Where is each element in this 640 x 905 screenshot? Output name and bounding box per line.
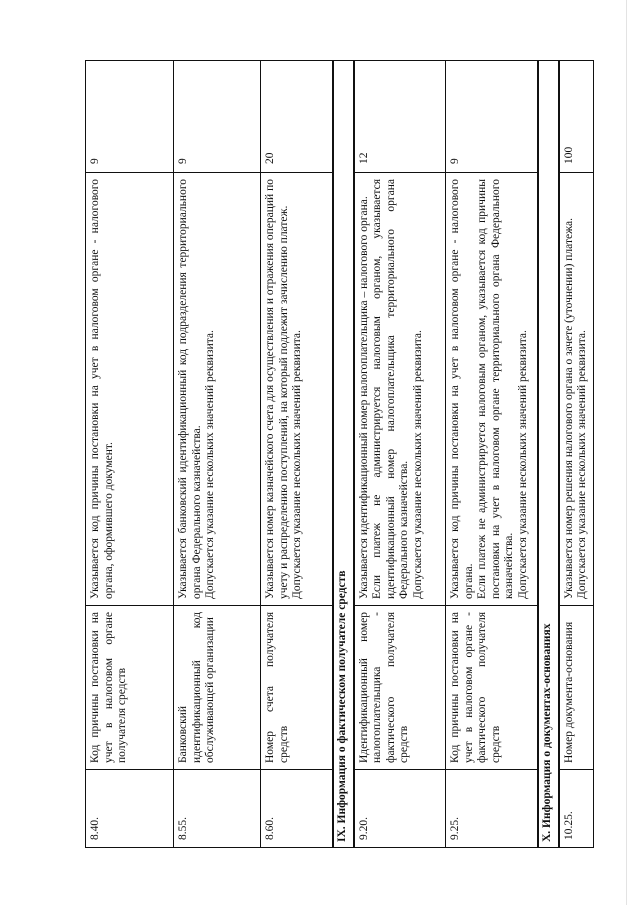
requisite-name: Код причины постановки на учет в налоговом органе - фактического получателя средств [446, 606, 538, 770]
requisites-table [85, 60, 594, 848]
description-line: Указывается код причины постановки на учет в налоговом органе - налогового органа. [449, 179, 475, 599]
row-number: 10.25. [559, 770, 594, 848]
description-line: Допускается указание нескольких значений реквизита. [576, 330, 589, 599]
table-row [174, 61, 261, 848]
table-row [559, 61, 594, 848]
row-number: 8.40. [86, 770, 174, 848]
row-number: 9.25. [446, 770, 538, 848]
description-line: Допускается указание нескольких значений реквизита. [516, 330, 529, 599]
max-length-value: 9 [174, 61, 261, 173]
table-row [446, 61, 538, 848]
requisite-name: Код причины постановки на учет в налоговом органе получателя средств [86, 606, 174, 770]
description-line: Допускается указание нескольких значений реквизита. [411, 330, 424, 599]
requisite-name: Идентификационный номер налогоплательщика - фактического получателя средств [354, 606, 446, 770]
requisite-name: Номер документа-основания [559, 606, 594, 770]
table-row [261, 61, 333, 848]
description-line: Если платеж не администрируется налоговым органом, указывается код причины постановки на учет в налоговом органе территориального органа Федерального казначейства. [476, 179, 516, 599]
requisite-description [174, 173, 261, 606]
requisite-name: Банковский идентификационный код обслуживающей организации [174, 606, 261, 770]
requisite-description [86, 173, 174, 606]
row-number: 8.55. [174, 770, 261, 848]
description-line: Указывается идентификационный номер налогоплательщика – налогового органа. [357, 196, 370, 599]
max-length-value: 9 [86, 61, 174, 173]
max-length-value: 12 [354, 61, 446, 173]
table-row [86, 61, 174, 848]
row-number: 9.20. [354, 770, 446, 848]
max-length-value: 9 [446, 61, 538, 173]
description-line: Указывается банковский идентификационный код подразделения территориального органа Федерального казначейства. [177, 179, 203, 599]
section-title: X. Информация о документах-основаниях [538, 61, 559, 848]
description-line: Допускается указание нескольких значений реквизита. [204, 330, 217, 599]
requisite-description [261, 173, 333, 606]
section-title: IX. Информация о фактическом получателе средств [333, 61, 354, 848]
description-line: Указывается код причины постановки на учет в налоговом органе - налогового органа, оформившего документ. [89, 179, 115, 599]
requisite-description [446, 173, 538, 606]
requisite-description [559, 173, 594, 606]
section-header-row [538, 61, 559, 848]
table-row [354, 61, 446, 848]
row-number: 8.60. [261, 770, 333, 848]
description-line: Указывается номер казначейского счета для осуществления и отражения операций по учету и распределению поступлений, на который подлежит зачислению платеж. [264, 179, 290, 599]
description-line: Допускается указание нескольких значений реквизита. [291, 330, 304, 599]
page-edge-line [626, 0, 627, 905]
rotated-table-wrapper [85, 61, 587, 848]
max-length-value: 20 [261, 61, 333, 173]
description-line: Указывается номер решения налогового органа о зачете (уточнении) платежа. [562, 217, 575, 599]
section-header-row [333, 61, 354, 848]
requisite-description [354, 173, 446, 606]
max-length-value: 100 [559, 61, 594, 173]
description-line: Если платеж не администрируется налоговым органом, указывается идентификационный номер налогоплательщика территориального органа Федерального казначейства. [371, 179, 411, 599]
requisite-name: Номер счета получателя средств [261, 606, 333, 770]
